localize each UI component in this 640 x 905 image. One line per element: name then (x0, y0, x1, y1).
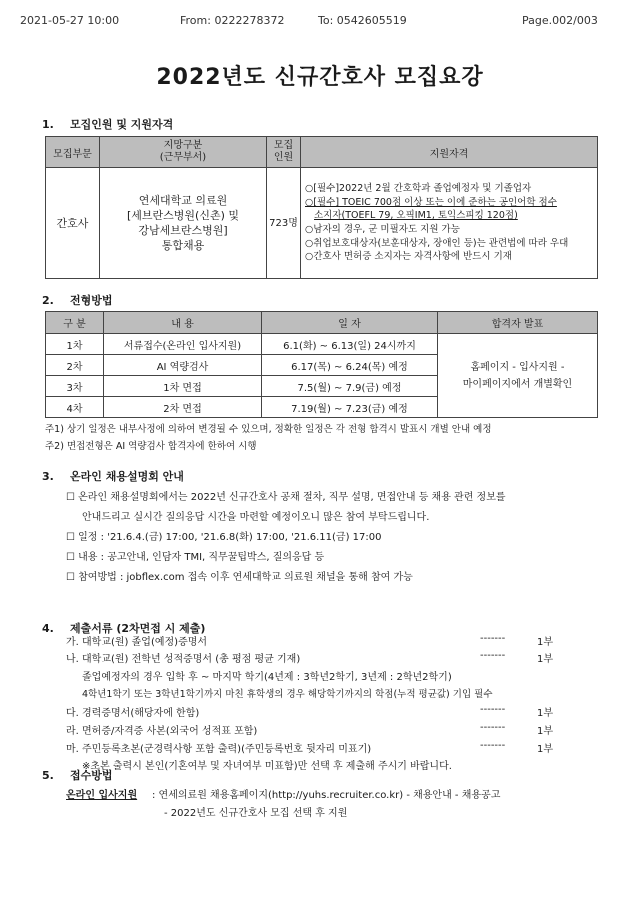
cell-date: 6.17(목) ~ 6.24(목) 예정 (262, 355, 438, 376)
section-2-title: 전형방법 (70, 294, 113, 307)
section-1-heading (42, 116, 173, 132)
info-line: 안내드리고 실시간 질의응답 시간을 마련할 예정이오니 많은 참여 부탁드립니다. (82, 512, 430, 523)
cell-date: 7.19(월) ~ 7.23(금) 예정 (262, 397, 438, 418)
doc-note: 4학년1학기 또는 3학년1학기까지 마친 휴학생의 경우 해당학기까지의 학점(누적 평균값) 기입 필수 (82, 689, 493, 700)
cell-stage: 4차 (46, 397, 104, 418)
section-2-number: 2. (42, 294, 54, 307)
info-participation: ☐ 참여방법 : jobflex.com 접속 이후 연세대학교 의료원 채널을 통해 참여 가능 (66, 572, 413, 583)
doc-dash: ------- (480, 704, 506, 715)
header-content: 내 용 (104, 312, 262, 334)
cell-content: 2차 면접 (104, 397, 262, 418)
fax-to: To: 0542605519 (318, 14, 407, 27)
info-line: ☐ 온라인 채용설명회에서는 2022년 신규간호사 공채 절차, 직무 설명, 면접안내 등 채용 관련 정보를 (66, 492, 506, 503)
section-2-heading (42, 292, 113, 308)
qual-line: ○취업보호대상자(보훈대상자, 장애인 등)는 관련법에 따라 우대 (305, 237, 569, 249)
cell-date: 6.1(화) ~ 6.13(일) 24시까지 (262, 334, 438, 355)
cell-stage: 3차 (46, 376, 104, 397)
apply-label: 온라인 입사지원 (66, 790, 138, 801)
page-title: 2022년도 신규간호사 모집요강 (156, 65, 484, 90)
note-1: 주1) 상기 일정은 내부사정에 의하여 변경될 수 있으며, 정확한 일정은 각 전형 합격시 발표시 개별 안내 예정 (45, 424, 492, 435)
note-2: 주2) 면접전형은 AI 역량검사 합격자에 한하여 시행 (45, 441, 257, 452)
fax-page: Page.002/003 (522, 14, 598, 27)
cell-content: AI 역량검사 (104, 355, 262, 376)
doc-dash: ------- (480, 740, 506, 751)
doc-qty: 1부 (537, 654, 554, 665)
section-3-heading (42, 468, 184, 484)
selection-table (45, 311, 598, 418)
doc-qty: 1부 (537, 708, 554, 719)
doc-item: 가. 대학교(원) 졸업(예정)증명서 (66, 637, 208, 648)
section-3-number: 3. (42, 470, 54, 483)
cell-content: 1차 면접 (104, 376, 262, 397)
doc-item: 다. 경력증명서(해당자에 한함) (66, 708, 200, 719)
section-5-number: 5. (42, 769, 54, 782)
doc-dash: ------- (480, 633, 506, 644)
fax-datetime: 2021-05-27 10:00 (20, 14, 120, 27)
section-4-number: 4. (42, 622, 54, 635)
fax-header (0, 14, 640, 32)
cell-count: 723명 (267, 168, 301, 279)
doc-item: 나. 대학교(원) 전학년 성적증명서 (총 평점 평균 기재) (66, 654, 301, 665)
section-1-number: 1. (42, 118, 54, 131)
header-stage: 구 분 (46, 312, 104, 334)
cell-dept: 연세대학교 의료원 [세브란스병원(신촌) 및 강남세브란스병원] 통합채용 (100, 168, 267, 279)
cell-date: 7.5(월) ~ 7.9(금) 예정 (262, 376, 438, 397)
doc-note: 졸업예정자의 경우 입학 후 ~ 마지막 학기(4년제 : 3학년2학기, 3년제 : 2학년2학기) (82, 672, 452, 683)
cell-stage: 2차 (46, 355, 104, 376)
qual-line: ○[필수] TOEIC 700점 이상 또는 이에 준하는 공인어학 점수 (305, 196, 557, 208)
qual-line: ○[필수]2022년 2월 간호학과 졸업예정자 및 기졸업자 (305, 183, 532, 195)
qual-line: ○간호사 면허증 소지자는 자격사항에 반드시 기재 (305, 251, 512, 263)
section-4-title: 제출서류 (2차면접 시 제출) (70, 622, 206, 635)
doc-item: 마. 주민등록초본(군경력사항 포함 출력)(주민등록번호 뒷자리 미표기) (66, 744, 372, 755)
header-count: 모집 인원 (267, 137, 301, 168)
cell-category: 간호사 (46, 168, 100, 279)
table-row (46, 168, 598, 279)
doc-qty: 1부 (537, 726, 554, 737)
section-3-title: 온라인 채용설명회 안내 (70, 470, 184, 483)
cell-announce: 홈페이지 - 입사지원 - 마이페이지에서 개별확인 (438, 334, 598, 418)
info-schedule: ☐ 일정 : '21.6.4.(금) 17:00, '21.6.8(화) 17:00, '21.6.11(금) 17:00 (66, 532, 382, 543)
apply-line-2: - 2022년도 신규간호사 모집 선택 후 지원 (164, 808, 348, 819)
recruitment-table (45, 136, 598, 279)
apply-line-1: : 연세의료원 채용홈페이지(http://yuhs.recruiter.co.kr) - 채용안내 - 채용공고 (152, 790, 501, 801)
doc-note: ※초본 출력시 본인(기혼여부 및 자녀여부 미표함)만 선택 후 제출해 주시기 바랍니다. (82, 761, 452, 772)
header-date: 일 자 (262, 312, 438, 334)
info-content: ☐ 내용 : 공고안내, 인담자 TMI, 직무꿀팁박스, 질의응답 등 (66, 552, 325, 563)
cell-stage: 1차 (46, 334, 104, 355)
table-row (46, 334, 598, 355)
header-announce: 합격자 발표 (438, 312, 598, 334)
table-header-row (46, 312, 598, 334)
doc-qty: 1부 (537, 744, 554, 755)
section-5-heading (42, 767, 113, 783)
cell-qualifications (301, 168, 598, 279)
header-dept: 지망구분 (근무부서) (100, 137, 267, 168)
doc-dash: ------- (480, 650, 506, 661)
table-header-row (46, 137, 598, 168)
qual-line: ○남자의 경우, 군 미필자도 지원 가능 (305, 224, 460, 235)
doc-dash: ------- (480, 722, 506, 733)
doc-qty: 1부 (537, 637, 554, 648)
cell-content: 서류접수(온라인 입사지원) (104, 334, 262, 355)
header-category: 모집부문 (46, 137, 100, 168)
qual-line: 소지자(TOEFL 79, 오픽IM1, 토익스피킹 120점) (314, 210, 518, 222)
doc-item: 라. 면허증/자격증 사본(외국어 성적표 포함) (66, 726, 258, 737)
section-5-title: 접수방법 (70, 769, 113, 782)
header-qualification: 지원자격 (301, 137, 598, 168)
fax-from: From: 0222278372 (180, 14, 285, 27)
section-1-title: 모집인원 및 지원자격 (70, 118, 174, 131)
